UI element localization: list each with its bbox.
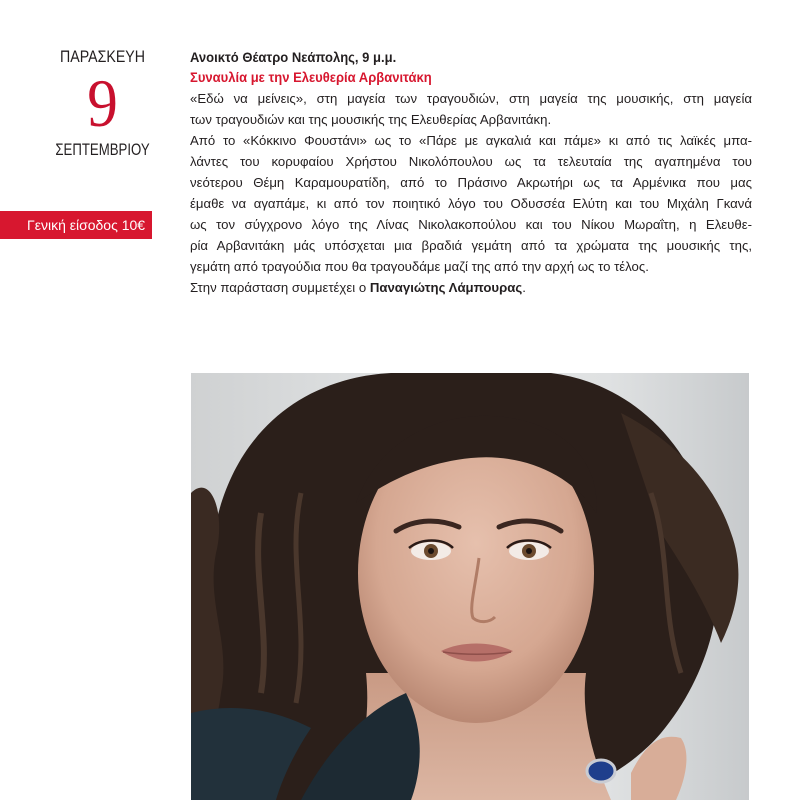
- venue-time: Ανοικτό Θέατρο Νεάπολης, 9 μ.μ.: [190, 49, 397, 65]
- text-line: νεότερου Θέμη Καραμουρατίδη, από το Πράσινο Ακρωτήρι ως τα Αρμένικα που μας: [190, 175, 752, 190]
- date-block: [40, 48, 165, 160]
- day-number: 9: [87, 65, 118, 141]
- portrait-illustration: [191, 373, 749, 800]
- text-line: των τραγουδιών και της μουσικής της Ελευθερίας Αρβανιτάκη.: [190, 112, 552, 127]
- text-line: λάντες του κορυφαίου Χρήστου Νικολόπουλου ως τα τελευταία της αγαπημένα του: [190, 154, 752, 169]
- paragraph-repertoire: [190, 130, 752, 277]
- participation-prefix: Στην παράσταση συμμετέχει ο: [190, 280, 370, 295]
- price-badge: Γενική είσοδος 10€: [0, 211, 152, 239]
- text-line: «Εδώ να μείνεις», στη μαγεία των τραγουδιών, στη μαγεία της μουσικής, στη μαγεία: [190, 91, 752, 106]
- text-line: έμαθε να αγαπάμε, κι από τον ποιητικό λόγο του Οδυσσέα Ελύτη και του Μιχάλη Γκανά: [190, 196, 752, 211]
- artist-photo: [191, 373, 749, 800]
- weekday: ΠΑΡΑΣΚΕΥΗ: [59, 48, 146, 66]
- text-line: γεμάτη από τραγούδια που θα τραγουδάμε μαζί της από την αρχή ως το τέλος.: [190, 259, 649, 274]
- paragraph-participation: [190, 277, 752, 298]
- paragraph-intro: [190, 88, 752, 130]
- text-line: ρία Αρβανιτάκη μάς υπόσχεται μια βραδιά γεμάτη από τα χρώματα της μουσικής της,: [190, 238, 752, 253]
- month: ΣΕΠΤΕΜΒΡΙΟΥ: [55, 141, 150, 159]
- body-text: [190, 88, 752, 298]
- event-description: [190, 48, 752, 298]
- text-line: Από το «Κόκκινο Φουστάνι» ως το «Πάρε με αγκαλιά και πάμε» κι από τις λαϊκές μπα-: [190, 133, 752, 148]
- event-title: Συναυλία με την Ελευθερία Αρβανιτάκη: [190, 69, 432, 85]
- participant-name: Παναγιώτης Λάμπουρας: [369, 280, 523, 295]
- participation-suffix: .: [522, 280, 526, 295]
- text-line: ως τον σύγχρονο λόγο της Λίνας Νικολακοπούλου και του Νίκου Μωραΐτη, η Ελευθε-: [190, 217, 752, 232]
